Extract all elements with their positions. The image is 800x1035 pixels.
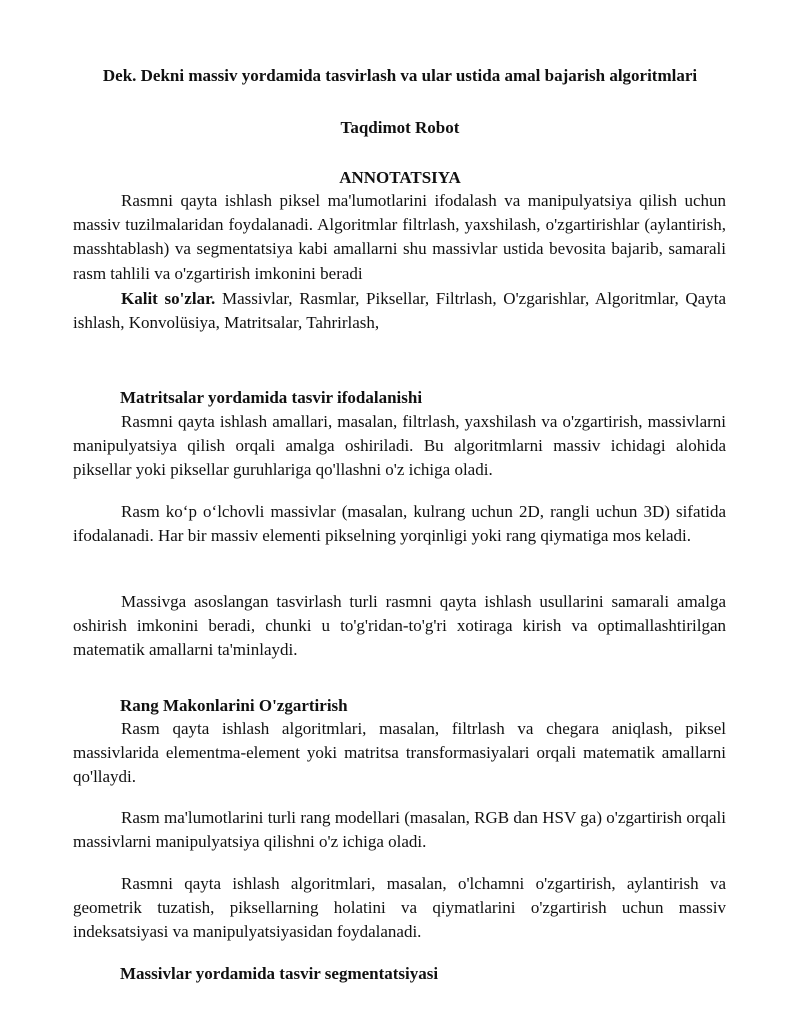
document-title: Dek. Dekni massiv yordamida tasvirlash va ular ustida amal bajarish algoritmlari: [102, 66, 698, 85]
body-paragraph: Rasm ko‘p o‘lchovli massivlar (masalan, kulrang uchun 2D, rangli uchun 3D) sifatida ifodalanadi. Har bir massiv elementi pikselning yorqinligi yoki rang qiymatiga mos keladi.: [73, 502, 726, 546]
body-paragraph: Rasmni qayta ishlash algoritmlari, masalan, o'lchamni o'zgartirish, aylantirish va geometrik tuzatish, piksellarning holatini va qiymatlarini o'zgartirish uchun massiv indeksatsiyasi va manipulyatsiyasidan foydalanadi.: [73, 874, 726, 942]
section-heading: Massivlar yordamida tasvir segmentatsiyasi: [120, 964, 439, 983]
body-paragraph: Rasmni qayta ishlash amallari, masalan, filtrlash, yaxshilash va o'zgartirish, massivlarni manipulyatsiya qilish orqali amalga oshiriladi. Bu algoritmlarni massiv ichidagi alohida piksellar yoki piksellar guruhlariga qo'llashni o'z ichiga oladi.: [73, 412, 726, 480]
body-paragraph: Massivga asoslangan tasvirlash turli rasmni qayta ishlash usullarini samarali amalga oshirish imkonini beradi, chunki u to'g'ridan-to'g'ri xotiraga kirish va optimallashtirilgan matematik amallarni ta'minlaydi.: [73, 592, 726, 660]
keywords-text: Massivlar, Rasmlar, Piksellar, Filtrlash, O'zgarishlar, Algoritmlar, Qayta ishlash, Konvolüsiya, Matritsalar, Tahrirlash,: [73, 289, 726, 333]
body-paragraph: Rasm ma'lumotlarini turli rang modellari (masalan, RGB dan HSV ga) o'zgartirish orqali massivlarni manipulyatsiya qilishni o'z ichiga oladi.: [73, 808, 726, 852]
section-heading: Rang Makonlarini O'zgartirish: [120, 696, 348, 715]
keywords-paragraph: [73, 287, 726, 335]
annotation-paragraph: Rasmni qayta ishlash piksel ma'lumotlarini ifodalash va manipulyatsiya qilish uchun massiv tuzilmalaridan foydalanadi. Algoritmlar filtrlash, yaxshilash, o'zgartirishlar (aylantirish, masshtablash) va segmentatsiya kabi amallarni shu massivlar ustida bevosita bajarib, samarali rasm tahlili va o'zgartirish imkonini beradi: [73, 191, 726, 283]
keywords-label: Kalit so'zlar.: [121, 289, 216, 308]
annotation-heading: ANNOTATSIYA: [339, 168, 461, 187]
section-heading: Matritsalar yordamida tasvir ifodalanishi: [120, 388, 423, 407]
body-paragraph: Rasm qayta ishlash algoritmlari, masalan, filtrlash va chegara aniqlash, piksel massivlarida elementma-element yoki matritsa transformasiyalari orqali matematik amallarni qo'llaydi.: [73, 719, 726, 787]
document-author: Taqdimot Robot: [340, 118, 460, 137]
